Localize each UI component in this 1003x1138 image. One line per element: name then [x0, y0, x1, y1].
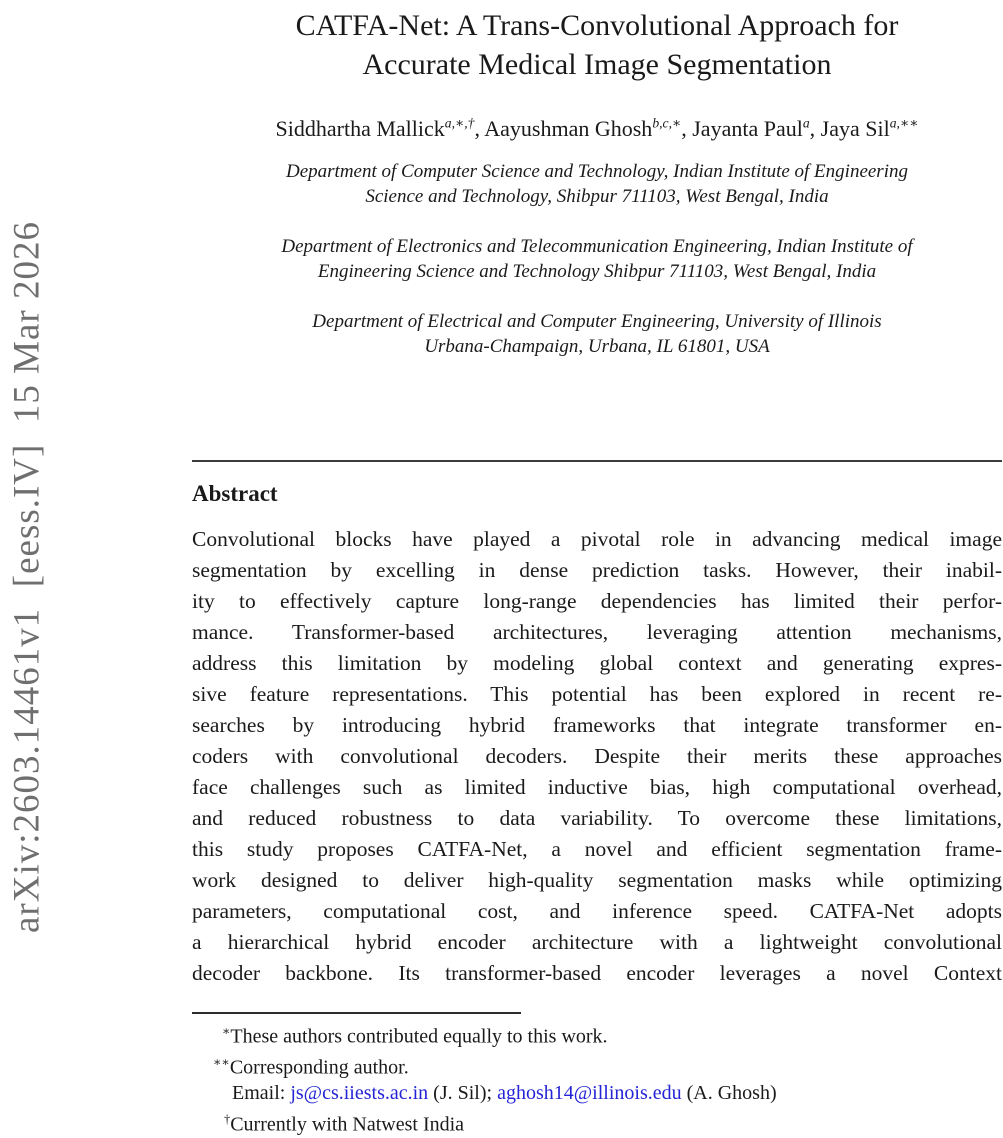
- affiliation-line-1: Department of Electronics and Telecommunication Engineering, Indian Institute of: [281, 236, 913, 257]
- email-link-js[interactable]: js@cs.iiests.ac.in: [290, 1082, 429, 1105]
- author-name: Jaya Sil: [820, 116, 890, 142]
- affiliation-line-2: Engineering Science and Technology Shibpur 711103, West Bengal, India: [317, 261, 877, 282]
- abstract-line: ity to effectively capture long-range dependencies has limited their perfor-: [192, 589, 1002, 613]
- footnote-corresponding-author: [192, 1050, 1002, 1081]
- abstract-line: searches by introducing hybrid frameworks that integrate transformer en-: [192, 713, 1002, 737]
- affiliation-1: [192, 159, 1002, 209]
- footnote-text: These authors contributed equally to this work.: [230, 1025, 608, 1048]
- affiliation-2: [192, 234, 1002, 284]
- footnote-marker: ∗∗: [213, 1055, 230, 1070]
- author-superscript: a: [802, 116, 810, 131]
- title-line-1: CATFA-Net: A Trans-Convolutional Approach for: [295, 9, 899, 42]
- abstract-body: [192, 524, 1002, 989]
- author: [692, 116, 820, 141]
- author-name: Aayushman Ghosh: [484, 116, 653, 142]
- author: [484, 116, 692, 141]
- email-link-aghosh[interactable]: aghosh14@illinois.edu: [497, 1082, 682, 1105]
- author-name: Jayanta Paul: [692, 116, 803, 142]
- abstract-line: work designed to deliver high-quality segmentation masks while optimizing: [192, 868, 1002, 892]
- abstract-line: coders with convolutional decoders. Despite their merits these approaches: [192, 744, 1002, 768]
- abstract-line: mance. Transformer-based architectures, leveraging attention mechanisms,: [192, 620, 1002, 644]
- abstract-line: decoder backbone. Its transformer-based encoder leverages a novel Context: [192, 961, 1002, 985]
- abstract-line: Convolutional blocks have played a pivotal role in advancing medical image: [192, 527, 1002, 551]
- abstract-line: a hierarchical hybrid encoder architecture with a lightweight convolutional: [192, 930, 1002, 954]
- footnote-text: Currently with Natwest India: [230, 1113, 465, 1136]
- footnote-email-mid: (J. Sil);: [428, 1082, 498, 1105]
- footnotes: [192, 1019, 1002, 1138]
- footnote-currently-with: [192, 1107, 1002, 1138]
- abstract-line: address this limitation by modeling global context and generating expres-: [192, 651, 1002, 675]
- author-superscript: b,c,∗: [652, 116, 682, 131]
- abstract-line: and reduced robustness to data variability. To overcome these limitations,: [192, 806, 1002, 830]
- footnote-rule: [192, 1012, 521, 1014]
- title-line-2: Accurate Medical Image Segmentation: [362, 48, 832, 81]
- authors-line: [192, 116, 1002, 142]
- abstract-heading: Abstract: [192, 481, 278, 506]
- abstract-line: parameters, computational cost, and inference speed. CATFA-Net adopts: [192, 899, 1002, 923]
- affiliation-line-1: Department of Computer Science and Technology, Indian Institute of Engineering: [286, 161, 908, 182]
- abstract-line: segmentation by excelling in dense prediction tasks. However, their inabil-: [192, 558, 1002, 582]
- footnote-email: [192, 1081, 1002, 1107]
- footnote-email-prefix: Email:: [232, 1082, 291, 1105]
- affiliation-line-2: Urbana-Champaign, Urbana, IL 61801, USA: [424, 336, 770, 357]
- author-separator: ,: [809, 116, 821, 142]
- arxiv-watermark: arXiv:2603.14461v1 [eess.IV] 15 Mar 2026: [6, 221, 48, 933]
- author-separator: ,: [474, 116, 485, 142]
- abstract-line: this study proposes CATFA-Net, a novel and efficient segmentation frame-: [192, 837, 1002, 861]
- author: [276, 116, 485, 141]
- affiliation-3: [192, 309, 1002, 359]
- author-superscript: a,∗∗: [889, 116, 919, 131]
- footnote-email-suffix: (A. Ghosh): [681, 1082, 777, 1105]
- author-superscript: a,∗,†: [444, 116, 475, 131]
- author: [821, 116, 919, 141]
- abstract-line: face challenges such as limited inductive bias, high computational overhead,: [192, 775, 1002, 799]
- footnote-text: Corresponding author.: [229, 1056, 409, 1079]
- footnote-equal-contribution: [192, 1019, 1002, 1050]
- paper-title: [192, 6, 1002, 84]
- author-separator: ,: [681, 116, 693, 142]
- affiliation-line-2: Science and Technology, Shibpur 711103, West Bengal, India: [365, 186, 829, 207]
- affiliation-line-1: Department of Electrical and Computer Engineering, University of Illinois: [312, 311, 882, 332]
- author-name: Siddhartha Mallick: [275, 116, 445, 142]
- footnote-marker: †: [224, 1111, 231, 1126]
- abstract-line: sive feature representations. This potential has been explored in recent re-: [192, 682, 1002, 706]
- footnote-marker: ∗: [222, 1024, 231, 1038]
- abstract-rule: [192, 460, 1002, 462]
